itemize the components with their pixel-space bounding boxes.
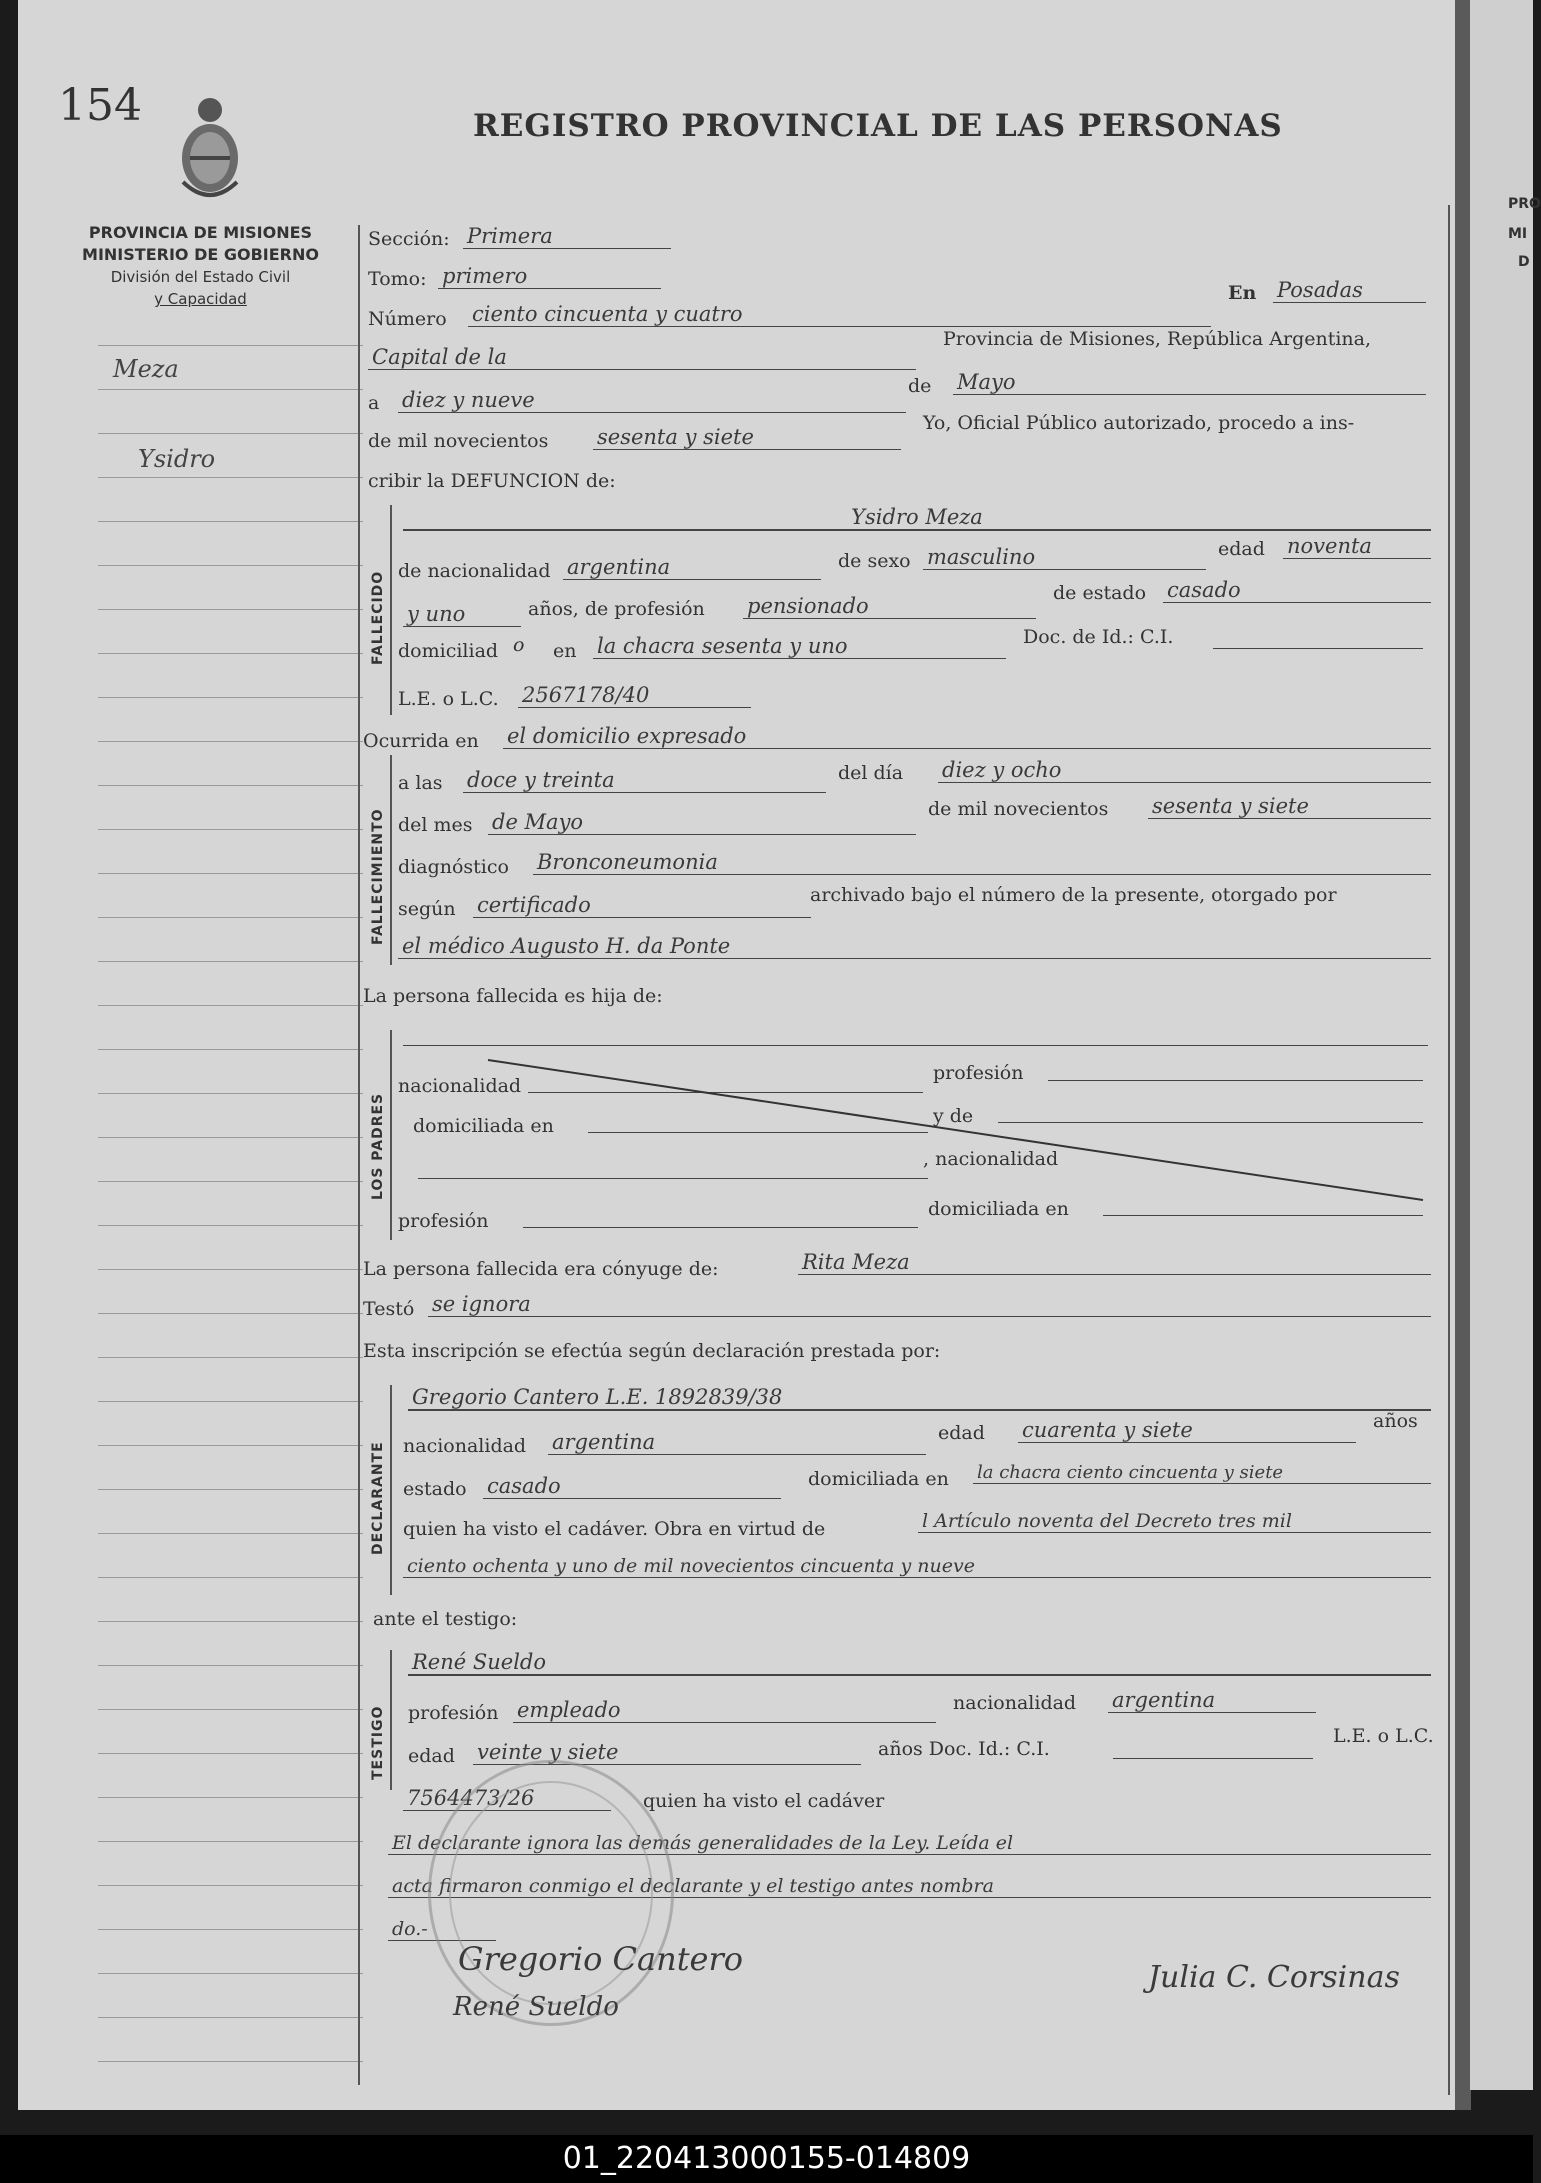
domicilio-en-label: en [553, 640, 577, 662]
margin-ruled-line [98, 1665, 363, 1666]
dia-value: diez y ocho [938, 758, 1431, 783]
right-border [1448, 205, 1450, 2095]
sexo-label: de sexo [838, 550, 911, 572]
oficial-text: Yo, Oficial Público autorizado, procedo a ins- [923, 412, 1355, 434]
margin-ruled-line [98, 477, 363, 478]
provincia-text: Provincia de Misiones, República Argentina, [943, 328, 1372, 350]
dia-value: diez y nueve [398, 388, 906, 413]
coat-of-arms-icon [173, 92, 247, 208]
margin-ruled-line [98, 609, 363, 610]
decl-edad-value: cuarenta y siete [1018, 1418, 1356, 1443]
testigo-prof-label: profesión [408, 1702, 499, 1724]
decl-estado-label: estado [403, 1478, 467, 1500]
margin-surname: Meza [113, 355, 179, 383]
margin-ruled-line [98, 1841, 363, 1842]
adjacent-page-text: D [1518, 254, 1530, 270]
profesion-value: pensionado [743, 594, 1036, 619]
cierre-line-3: do.- [388, 1918, 496, 1941]
le-value: 2567178/40 [518, 683, 751, 708]
dia-label: del día [838, 762, 904, 784]
testo-label: Testó [363, 1298, 415, 1320]
mes-value: Mayo [953, 370, 1426, 395]
testigo-visto-text: quien ha visto el cadáver [643, 1790, 885, 1812]
hora-value: doce y treinta [463, 768, 826, 793]
signature-declarante: Gregorio Cantero [458, 1940, 744, 1978]
agency-line: MINISTERIO DE GOBIERNO [82, 245, 319, 264]
section-bracket [390, 1385, 392, 1595]
section-fallecimiento: FALLECIMIENTO [370, 808, 386, 945]
official-stamp [428, 1760, 674, 2026]
segun-value: certificado [473, 893, 811, 918]
section-bracket [390, 505, 392, 715]
margin-ruled-line [98, 1357, 363, 1358]
margin-ruled-line [98, 1577, 363, 1578]
decl-edad-label: edad [938, 1422, 985, 1444]
a-label: a [368, 392, 380, 414]
en-value: Posadas [1273, 278, 1426, 303]
adjacent-page-text: PRO [1508, 196, 1541, 212]
agency-line: y Capacidad [154, 290, 247, 308]
margin-ruled-line [98, 1401, 363, 1402]
anio-value: sesenta y siete [593, 425, 901, 450]
conyuge-label: La persona fallecida era cónyuge de: [363, 1258, 719, 1280]
agency-line: División del Estado Civil [110, 268, 291, 286]
medico-value: el médico Augusto H. da Ponte [398, 934, 1431, 959]
estado-value: casado [1163, 578, 1431, 603]
testigo-edad-label: edad [408, 1745, 455, 1767]
margin-ruled-line [98, 785, 363, 786]
column-divider [358, 225, 360, 2085]
testo-value: se ignora [428, 1292, 1431, 1317]
decl-virtud2-value: ciento ochenta y uno de mil novecientos cincuenta y nueve [403, 1555, 1431, 1578]
diagnostico-value: Bronconeumonia [533, 850, 1431, 875]
testigo-prof-value: empleado [513, 1698, 936, 1723]
edad-value-cont: y uno [403, 602, 521, 627]
margin-ruled-line [98, 1489, 363, 1490]
numero-value: ciento cincuenta y cuatro [468, 302, 1211, 327]
testigo-anios-label: años Doc. Id.: C.I. [878, 1738, 1050, 1760]
issuing-agency [78, 222, 323, 310]
ocurrida-value: el domicilio expresado [503, 724, 1431, 749]
mes-value: de Mayo [488, 810, 916, 835]
margin-ruled-line [98, 345, 363, 346]
cierre-line-2: acta firmaron conmigo el declarante y el testigo antes nombra [388, 1875, 1431, 1898]
margin-ruled-line [98, 1885, 363, 1886]
domicilio-value: la chacra sesenta y uno [593, 634, 1006, 659]
margin-ruled-line [98, 1313, 363, 1314]
margin-ruled-line [98, 1973, 363, 1974]
margin-ruled-line [98, 565, 363, 566]
padre-line [403, 1045, 1428, 1046]
doc-label: Doc. de Id.: C.I. [1023, 626, 1174, 648]
margin-ruled-line [98, 961, 363, 962]
image-id-caption: 01_220413000155-014809 [0, 2135, 1533, 2183]
section-fallecido: FALLECIDO [370, 570, 386, 665]
decl-visto-text: quien ha visto el cadáver. Obra en virtud de [403, 1518, 826, 1540]
archivado-text: archivado bajo el número de la presente, otorgado por [810, 884, 1337, 906]
fallecido-nombre: Ysidro Meza [403, 505, 1431, 531]
numero-label: Número [368, 308, 447, 330]
cancel-strike-line [488, 1060, 1423, 1200]
decl-dom-label: domiciliada en [808, 1468, 949, 1490]
declarante-nombre: Gregorio Cantero L.E. 1892839/38 [408, 1385, 1431, 1411]
decl-dom-value: la chacra ciento cincuenta y siete [973, 1462, 1431, 1484]
ocurrida-label: Ocurrida en [363, 730, 479, 752]
margin-ruled-line [98, 521, 363, 522]
agency-line: PROVINCIA DE MISIONES [88, 223, 313, 242]
margin-ruled-line [98, 1093, 363, 1094]
padres-nac-label: nacionalidad [398, 1075, 522, 1097]
domicilio-suffix: o [513, 634, 525, 656]
decl-estado-value: casado [483, 1474, 781, 1499]
testigo-nac-label: nacionalidad [953, 1692, 1077, 1714]
section-bracket [390, 755, 392, 965]
padres-nac2-label: , nacionalidad [923, 1148, 1059, 1170]
field-line [1113, 1758, 1313, 1759]
cribir-text: cribir la DEFUNCION de: [368, 470, 616, 492]
testigo-le-label: L.E. o L.C. [1333, 1725, 1434, 1747]
inscripcion-text: Esta inscripción se efectúa según declaración prestada por: [363, 1340, 941, 1362]
padres-prof-label: profesión [933, 1062, 1024, 1084]
margin-ruled-line [98, 1709, 363, 1710]
margin-ruled-line [98, 1929, 363, 1930]
register-page [18, 0, 1464, 2110]
nacionalidad-value: argentina [563, 555, 821, 580]
page-title: REGISTRO PROVINCIAL DE LAS PERSONAS [473, 108, 1283, 144]
margin-ruled-line [98, 1181, 363, 1182]
testigo-nac-value: argentina [1108, 1688, 1316, 1713]
decl-nac-value: argentina [548, 1430, 926, 1455]
hija-text: La persona fallecida es hija de: [363, 985, 663, 1007]
adjacent-page-edge [1470, 0, 1541, 2090]
en-label: En [1228, 282, 1257, 304]
margin-ruled-line [98, 873, 363, 874]
tomo-value: primero [438, 264, 661, 289]
section-declarante: DECLARANTE [370, 1441, 386, 1555]
margin-ruled-line [98, 2017, 363, 2018]
adjacent-page-text: MI [1508, 226, 1528, 242]
margin-ruled-line [98, 433, 363, 434]
testigo-nombre: René Sueldo [408, 1650, 1431, 1676]
margin-ruled-line [98, 741, 363, 742]
tomo-label: Tomo: [368, 268, 427, 290]
margin-ruled-line [98, 2061, 363, 2062]
margin-ruled-line [98, 1797, 363, 1798]
nacionalidad-label: de nacionalidad [398, 560, 551, 582]
doc-line [1213, 648, 1423, 649]
margin-ruled-line [98, 653, 363, 654]
signature-testigo: René Sueldo [453, 1992, 619, 2022]
le-label: L.E. o L.C. [398, 688, 499, 710]
section-testigo: TESTIGO [370, 1705, 386, 1780]
margin-ruled-line [98, 1753, 363, 1754]
de-label: de [908, 375, 932, 397]
margin-ruled-line [98, 1049, 363, 1050]
padres-prof2-label: profesión [398, 1210, 489, 1232]
capital-value: Capital de la [368, 345, 916, 370]
yde-label: y de [933, 1105, 974, 1127]
book-gutter [1455, 0, 1471, 2110]
segun-label: según [398, 898, 456, 920]
estado-label: de estado [1053, 582, 1147, 604]
edad-value: noventa [1283, 534, 1431, 559]
margin-ruled-line [98, 829, 363, 830]
margin-ruled-line [98, 1445, 363, 1446]
margin-ruled-line [98, 1269, 363, 1270]
field-line [1103, 1215, 1423, 1216]
conyuge-value: Rita Meza [798, 1250, 1431, 1275]
margin-ruled-line [98, 1137, 363, 1138]
mes-label: del mes [398, 814, 473, 836]
margin-ruled-line [98, 389, 363, 390]
padres-dom-label: domiciliada en [413, 1115, 554, 1137]
diagnostico-label: diagnóstico [398, 856, 509, 878]
decl-virtud-value: l Artículo noventa del Decreto tres mil [918, 1510, 1431, 1533]
testigo-edad-value: veinte y siete [473, 1740, 861, 1765]
testigo-le-value: 7564473/26 [403, 1786, 611, 1811]
margin-name: Ysidro [138, 445, 216, 473]
margin-ruled-line [98, 1533, 363, 1534]
section-bracket [390, 1030, 392, 1240]
margin-ruled-line [98, 1005, 363, 1006]
cierre-line-1: El declarante ignora las demás generalidades de la Ley. Leída el [388, 1832, 1431, 1855]
section-padres: LOS PADRES [370, 1092, 386, 1200]
seccion-label: Sección: [368, 228, 450, 250]
anio-label: de mil novecientos [368, 430, 549, 452]
margin-ruled-line [98, 1225, 363, 1226]
decl-anios-label: años [1373, 1410, 1418, 1432]
margin-ruled-line [98, 917, 363, 918]
edad-label: edad [1218, 538, 1265, 560]
testigo-intro: ante el testigo: [373, 1608, 518, 1630]
field-line [523, 1227, 918, 1228]
fallec-anio-label: de mil novecientos [928, 798, 1109, 820]
section-bracket [390, 1650, 392, 1790]
hora-label: a las [398, 772, 443, 794]
folio-number: 154 [58, 80, 142, 131]
margin-ruled-line [98, 697, 363, 698]
fallec-anio-value: sesenta y siete [1148, 794, 1431, 819]
padres-dom2-label: domiciliada en [928, 1198, 1069, 1220]
decl-nac-label: nacionalidad [403, 1435, 527, 1457]
domicilio-label: domiciliad [398, 640, 499, 662]
seccion-value: Primera [463, 224, 671, 249]
margin-ruled-line [98, 1621, 363, 1622]
anios-label: años, de profesión [528, 598, 705, 620]
sexo-value: masculino [923, 545, 1206, 570]
signature-oficial: Julia C. Corsinas [1148, 1960, 1400, 1995]
